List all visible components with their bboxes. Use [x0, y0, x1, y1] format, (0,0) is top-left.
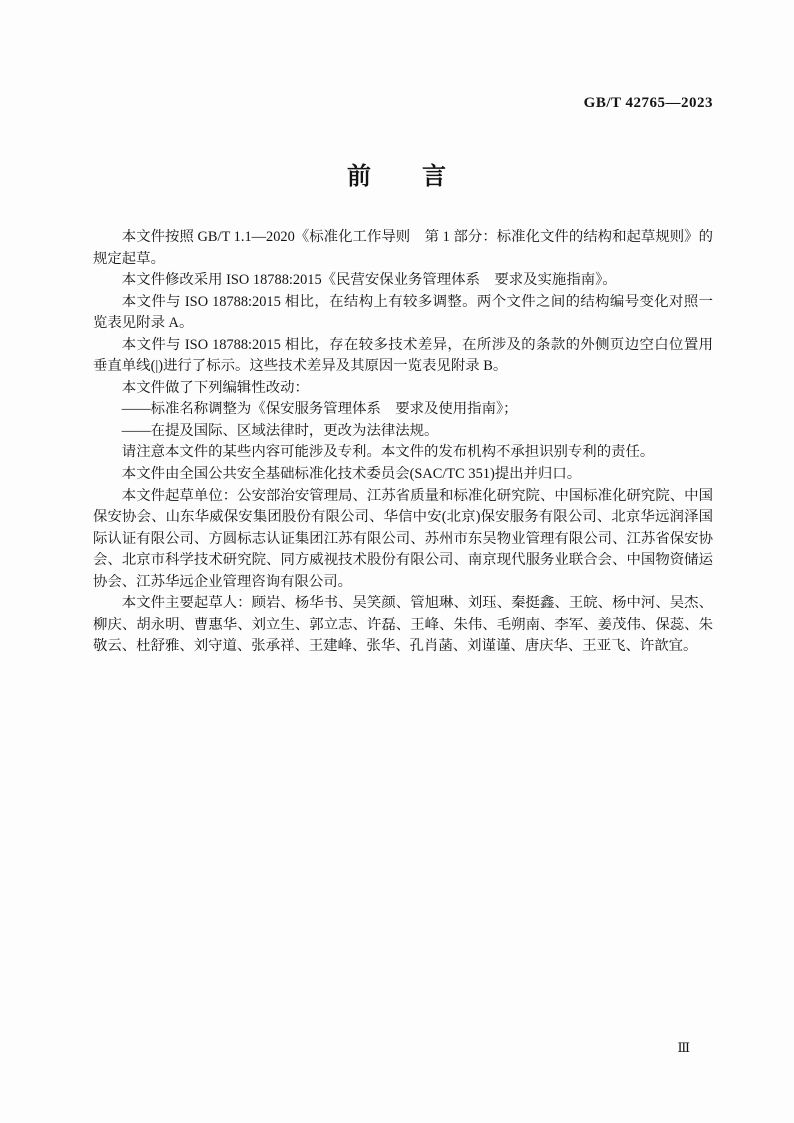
- standard-code-header: GB/T 42765—2023: [583, 95, 713, 111]
- foreword-paragraph-basis: 本文件按照 GB/T 1.1—2020《标准化工作导则 第 1 部分：标准化文件的结构和起草规则》的规定起草。: [93, 229, 713, 267]
- editorial-change-item-title: ——标准名称调整为《保安服务管理体系 要求及使用指南》；: [121, 401, 518, 418]
- foreword-paragraph-adoption: 本文件修改采用 ISO 18788:2015《民营安保业务管理体系 要求及实施指南》。: [121, 272, 617, 289]
- foreword-paragraph-structure-adjustment: 本文件与 ISO 18788:2015 相比，在结构上有较多调整。两个文件之间的结构编号变化对照一览表见附录 A。: [93, 293, 713, 332]
- foreword-paragraph-main-drafters: 本文件主要起草人：顾岩、杨华书、吴笑颜、管旭琳、刘珏、秦挺鑫、王皖、杨中河、吴杰、柳庆、胡永明、曹惠华、刘立生、郭立志、许磊、王峰、朱伟、毛朔南、李军、姜茂伟、保蕊、朱敬云、杜舒雅、刘守道、张承祥、王建峰、张华、孔肖菡、刘谨谨、唐庆华、王亚飞、许歆宜。: [93, 595, 713, 655]
- foreword-body: [93, 227, 713, 658]
- page-number: Ⅲ: [677, 1040, 690, 1055]
- foreword-paragraph-patent-notice: 请注意本文件的某些内容可能涉及专利。本文件的发布机构不承担识别专利的责任。: [121, 444, 655, 461]
- foreword-paragraph-drafting-organizations: 本文件起草单位：公安部治安管理局、江苏省质量和标准化研究院、中国标准化研究院、中国保安协会、山东华威保安集团股份有限公司、华信中安(北京)保安服务有限公司、北京华远润泽国际认证有限公司、方圆标志认证集团江苏有限公司、苏州市东吴物业管理有限公司、江苏省保安协会、北京市科学技术研究院、同方威视技术股份有限公司、南京现代服务业联合会、中国物资储运协会、江苏华远企业管理咨询有限公司。: [93, 487, 713, 590]
- foreword-paragraph-editorial-changes-lead: 本文件做了下列编辑性改动：: [121, 379, 309, 396]
- foreword-paragraph-committee: 本文件由全国公共安全基础标准化技术委员会(SAC/TC 351)提出并归口。: [121, 466, 582, 483]
- foreword-paragraph-technical-differences: 本文件与 ISO 18788:2015 相比，存在较多技术差异，在所涉及的条款的外侧页边空白位置用垂直单线(|)进行了标示。这些技术差异及其原因一览表见附录 B。: [93, 336, 713, 375]
- page-title: 前 言: [347, 164, 447, 190]
- editorial-change-item-law: ——在提及国际、区域法律时，更改为法律法规。: [121, 422, 439, 439]
